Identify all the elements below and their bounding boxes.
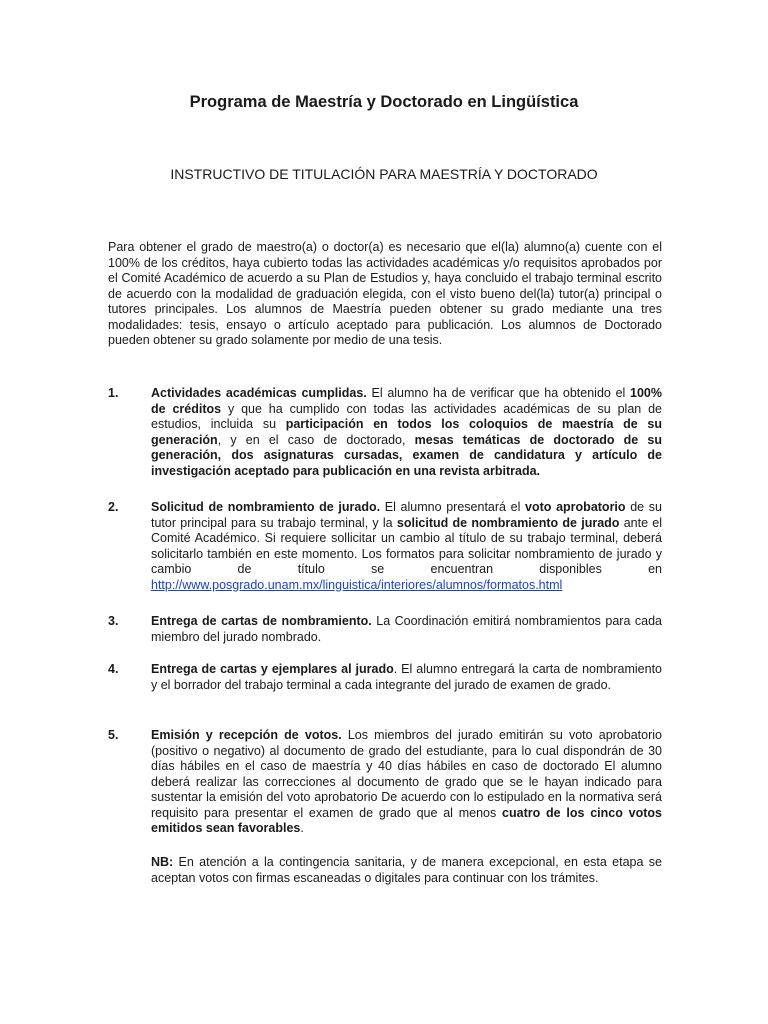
item-body — [151, 614, 662, 645]
document-title: Programa de Maestría y Doctorado en Lingüística — [189, 93, 579, 111]
item-emphasis: solicitud de nombramiento de jurado — [396, 515, 620, 530]
item-number: 5. — [108, 728, 119, 742]
nb-note — [151, 855, 662, 886]
item-body — [151, 662, 662, 693]
item-heading: Solicitud de nombramiento de jurado. — [151, 500, 381, 514]
item-emphasis: participación en todos los coloquios de maestría de su generación — [151, 417, 662, 447]
item-body — [151, 728, 662, 837]
item-text: . El alumno entregará la carta de nombramiento y el borrador del trabajo terminal a cada integrante del jurado de examen de grado. — [151, 662, 662, 692]
list-item — [108, 614, 662, 645]
item-text: El alumno presentará el — [380, 500, 526, 514]
list-item — [108, 728, 662, 837]
formatos-link[interactable]: http://www.posgrado.unam.mx/linguistica/interiores/alumnos/formatos.html — [151, 577, 563, 592]
item-body — [151, 500, 662, 593]
item-number: 3. — [108, 614, 119, 628]
item-body — [151, 386, 662, 479]
nb-text: En atención a la contingencia sanitaria, y de manera excepcional, en esta etapa se aceptan votos con firmas escaneadas o digitales para continuar con los trámites. — [151, 855, 662, 885]
item-number: 4. — [108, 662, 119, 676]
document-subtitle: INSTRUCTIVO DE TITULACIÓN PARA MAESTRÍA Y DOCTORADO — [170, 166, 598, 182]
item-heading: Entrega de cartas y ejemplares al jurado — [151, 662, 394, 676]
item-heading: Entrega de cartas de nombramiento. — [151, 614, 372, 628]
item-emphasis: voto aprobatorio — [525, 500, 626, 514]
item-text: . — [300, 821, 304, 835]
list-item — [108, 386, 662, 479]
item-heading: Actividades académicas cumplidas. — [151, 386, 367, 400]
list-item — [108, 500, 662, 593]
item-number: 2. — [108, 500, 119, 514]
item-emphasis: mesas temáticas de doctorado de su generación, dos asignaturas cursadas, examen de candidatura y artículo de investigación aceptado para publicación en una revista arbitrada. — [151, 432, 662, 478]
item-text: y que ha cumplido con todas las actividades académicas de su plan de estudios, incluida su — [151, 401, 663, 431]
item-text: La Coordinación emitirá nombramientos para cada miembro del jurado nombrado. — [151, 614, 662, 644]
item-emphasis: 100% de créditos — [151, 386, 663, 416]
item-number: 1. — [108, 386, 119, 400]
item-text: Los miembros del jurado emitirán su voto aprobatorio (positivo o negativo) al documento de grado del estudiante, para lo cual dispondrán de 30 días hábiles en el caso de maestría y 40 días hábiles en caso de doctorado El alumno deberá realizar las correcciones al documento de grado que se le hayan indicado para sustentar la emisión del voto aprobatorio De acuerdo con lo estipulado en la normativa será requisito para presentar el examen de grado que al menos — [151, 728, 662, 820]
item-text: ante el Comité Académico. Si requiere sollicitar un cambio al título de su trabajo terminal, deberá solicitarlo también en este momento. Los formatos para solicitar nombramiento de jurado y cambio de título se encuentran disponibles en — [151, 515, 663, 576]
item-heading: Emisión y recepción de votos. — [151, 728, 342, 742]
intro-paragraph: Para obtener el grado de maestro(a) o doctor(a) es necesario que el(la) alumno(a) cuente con el 100% de los créditos, haya cubierto todas las actividades académicas y/o requisitos aprobados por el Comité Académico de acuerdo a su Plan de Estudios y, haya concluido el trabajo terminal escrito de acuerdo con la modalidad de graduación elegida, con el visto bueno del(la) tutor(a) principal o tutores principales. Los alumnos de Maestría pueden obtener su grado mediante una tres modalidades: tesis, ensayo o artículo aceptado para publicación. Los alumnos de Doctorado pueden obtener su grado solamente por medio de una tesis. — [108, 240, 662, 347]
item-text: de su tutor principal para su trabajo terminal, y la — [151, 500, 662, 530]
item-text: El alumno ha de verificar que ha obtenido el — [366, 386, 631, 400]
nb-label: NB: — [151, 855, 174, 869]
item-text: , y en el caso de doctorado, — [217, 432, 415, 447]
list-item — [108, 662, 662, 693]
item-emphasis: cuatro de los cinco votos emitidos sean favorables — [151, 805, 662, 835]
